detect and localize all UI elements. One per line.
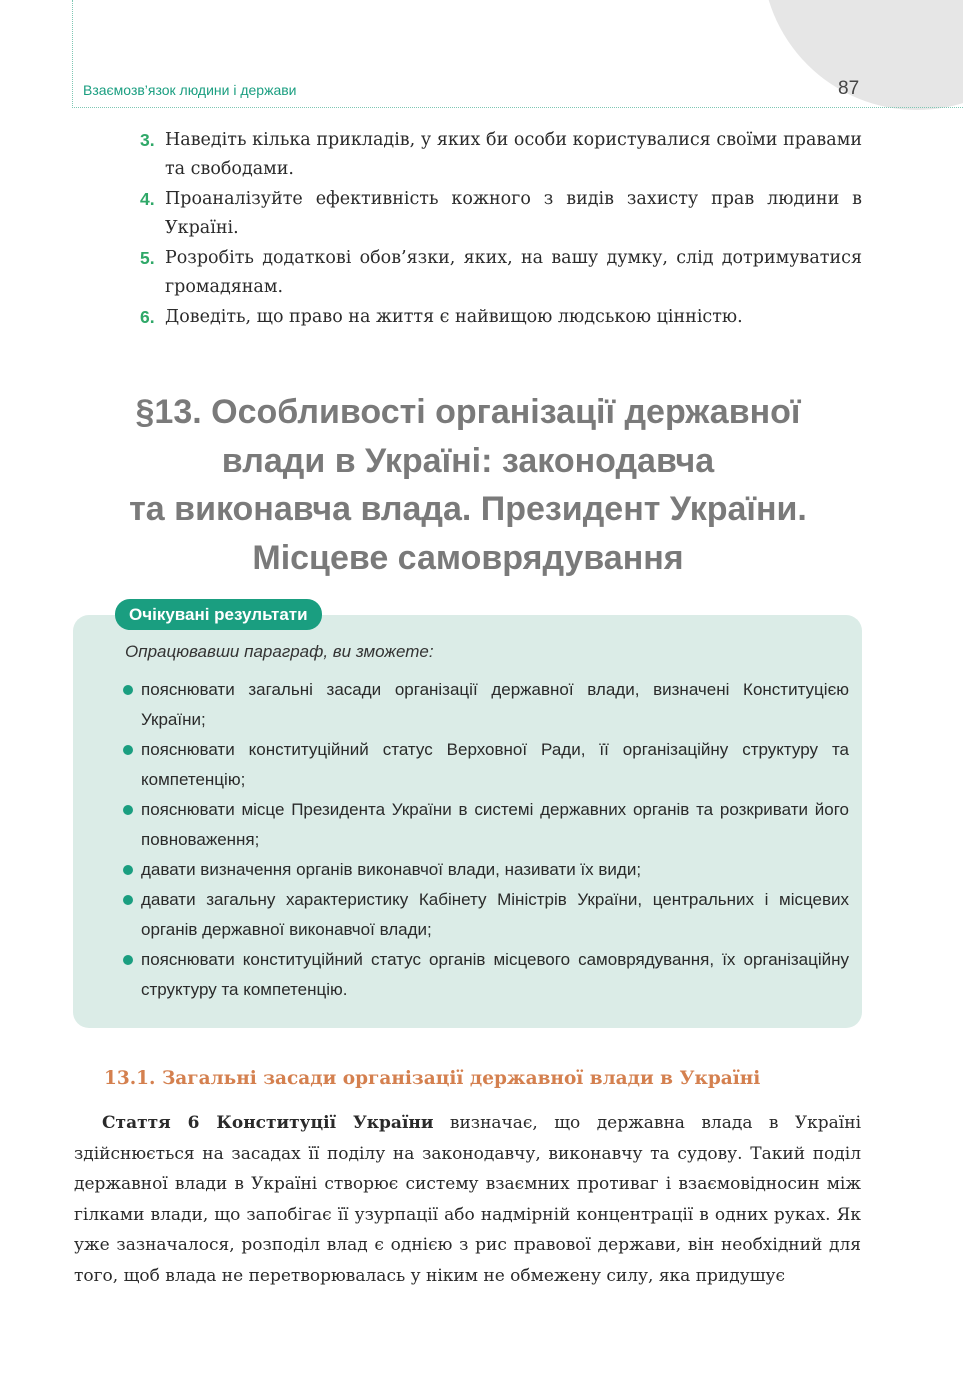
list-item-text: пояснювати загальні засади організації державної влади, визначені Конституцією України; xyxy=(141,680,849,729)
list-item xyxy=(123,735,849,795)
question-list xyxy=(140,126,862,333)
question-item xyxy=(140,303,862,332)
section-heading: 13.1. Загальні засади організації державної влади в Україні xyxy=(104,1068,761,1089)
title-line: Місцеве самоврядування xyxy=(252,538,684,577)
list-item xyxy=(123,675,849,735)
paragraph-title xyxy=(70,388,866,582)
question-number: 6. xyxy=(140,307,155,327)
expected-results-label: Очікувані результати xyxy=(115,599,322,630)
question-item xyxy=(140,244,862,302)
title-line: §13. Особливості організації державної xyxy=(135,393,801,431)
question-text: Розробіть додаткові обов’язки, яких, на вашу думку, слід дотримуватися громадянам. xyxy=(165,248,862,297)
list-item-text: давати визначення органів виконавчої влади, називати їх види; xyxy=(141,860,642,879)
corner-decoration xyxy=(762,0,963,110)
bullet-icon xyxy=(123,685,133,695)
question-item xyxy=(140,126,862,184)
title-line: та виконавча влада. Президент України. xyxy=(129,490,807,528)
question-text: Наведіть кілька прикладів, у яких би особи користувалися своїми правами та свободами. xyxy=(165,130,862,179)
bullet-icon xyxy=(123,955,133,965)
title-line: влади в Україні: законодавча xyxy=(221,441,715,480)
body-lead-bold: Стаття 6 Конституції України xyxy=(102,1113,434,1133)
list-item xyxy=(123,795,849,855)
list-item-text: давати загальну характеристику Кабінету Міністрів України, центральних і місцевих органів державної виконавчої влади; xyxy=(141,890,849,939)
list-item-text: пояснювати місце Президента України в системі державних органів та розкривати його повноваження; xyxy=(141,800,849,849)
question-number: 5. xyxy=(140,248,155,268)
bullet-icon xyxy=(123,745,133,755)
page-number: 87 xyxy=(838,78,860,99)
list-item-text: пояснювати конституційний статус Верховної Ради, її організаційну структуру та компетенцію; xyxy=(141,740,849,789)
bullet-icon xyxy=(123,805,133,815)
expected-results-intro: Опрацювавши параграф, ви зможете: xyxy=(125,642,434,661)
body-text: визначає, що державна влада в Україні здійснюється на засадах її поділу на законодавчу, виконавчу та судову. Такий поділ державної влади в Україні створює систему взаємних противаг і взаємовідносин між гілками влади, що запобігає її узурпації або надмірній концентрації в одних руках. Як уже зазначалося, розподіл влад є однією з рис правової держави, він необхідний для того, щоб влада не перетворювалась у ніким не обмежену силу, яка придушує xyxy=(74,1113,862,1286)
list-item xyxy=(123,885,849,945)
list-item xyxy=(123,945,849,1005)
question-text: Доведіть, що право на життя є найвищою людською цінністю. xyxy=(165,307,743,327)
header-divider-vertical xyxy=(72,0,73,108)
question-number: 4. xyxy=(140,189,155,209)
running-title: Взаємозв’язок людини і держави xyxy=(83,82,297,98)
question-item xyxy=(140,185,862,243)
header-divider-horizontal xyxy=(72,107,963,108)
question-number: 3. xyxy=(140,130,155,150)
expected-results-list xyxy=(123,675,849,1005)
list-item-text: пояснювати конституційний статус органів місцевого самоврядування, їх організаційну структуру та компетенцію. xyxy=(141,950,849,999)
list-item xyxy=(123,855,849,885)
question-text: Проаналізуйте ефективність кожного з видів захисту прав людини в Україні. xyxy=(165,189,862,238)
bullet-icon xyxy=(123,865,133,875)
body-paragraph xyxy=(74,1108,861,1291)
bullet-icon xyxy=(123,895,133,905)
